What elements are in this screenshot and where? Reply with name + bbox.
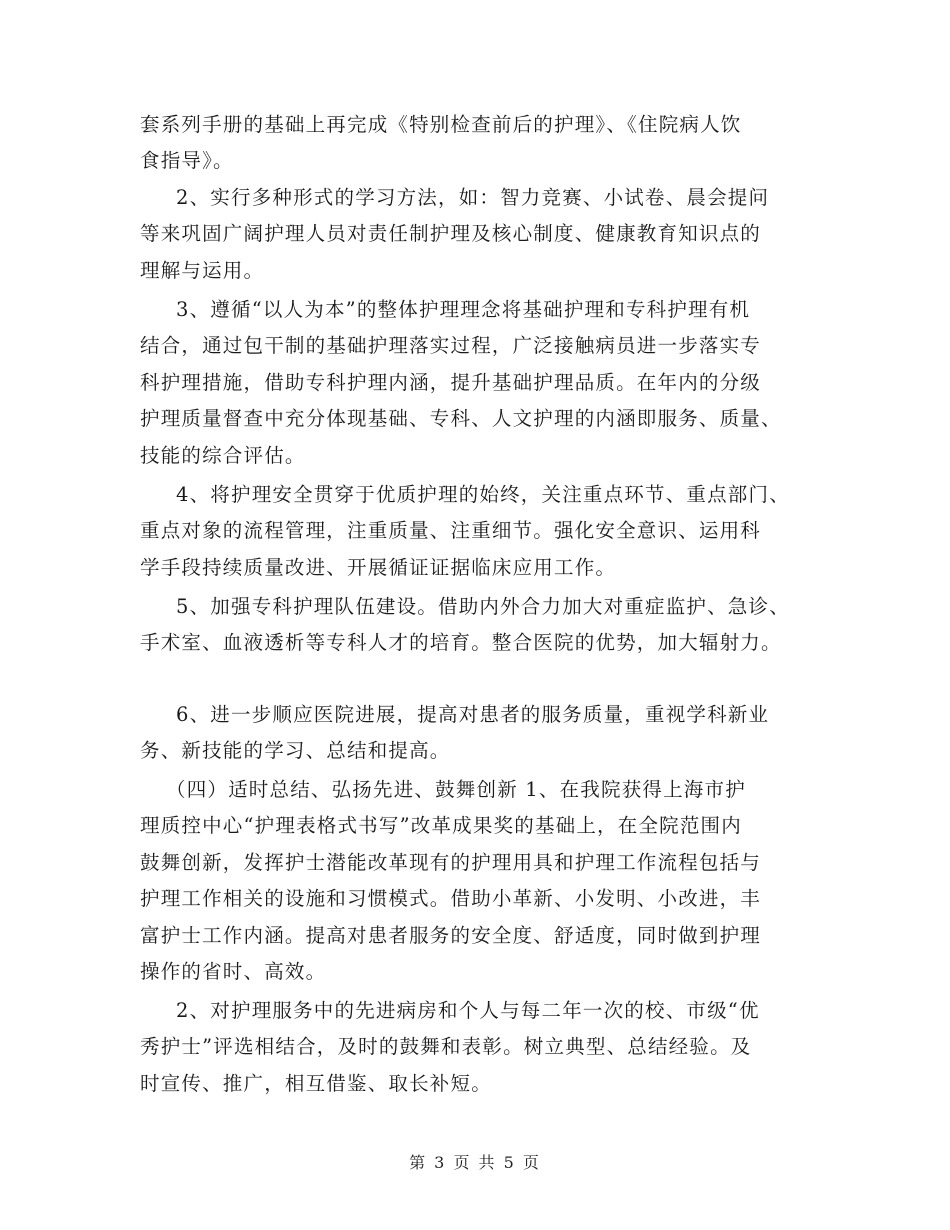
text-line: 理质控中心“护理表格式书写”改革成果奖的基础上，在全院范围内: [140, 814, 742, 837]
text-line: 操作的省时、高效。: [140, 960, 327, 983]
page-number-footer: 第 3 页 共 5 页: [409, 1153, 541, 1172]
paragraph-4-line: 4、将护理安全贯穿于优质护理的始终，关注重点环节、重点部门、: [176, 483, 790, 506]
text-line: 技能的综合评估。: [140, 444, 306, 467]
text-line: 时宣传、推广，相互借鉴、取长补短。: [140, 1072, 492, 1095]
paragraph-6-line: 6、进一步顺应医院进展，提高对患者的服务质量，重视学科新业: [176, 703, 770, 726]
text-line: 重点对象的流程管理，注重质量、注重细节。强化安全意识、运用科: [140, 519, 762, 542]
text-line: 理解与运用。: [140, 259, 265, 282]
text-line: 学手段持续质量改进、开展循证证据临床应用工作。: [140, 556, 617, 579]
text-line: 秀护士”评选相结合，及时的鼓舞和表彰。树立典型、总结经验。及: [140, 1035, 752, 1058]
text-line: 务、新技能的学习、总结和提高。: [140, 739, 451, 762]
text-line: 鼓舞创新，发挥护士潜能改革现有的护理用具和护理工作流程包括与: [140, 851, 762, 874]
text-line: 结合，通过包干制的基础护理落实过程，广泛接触病员进一步落实专: [140, 334, 762, 357]
paragraph-3-line: 3、遵循“以人为本”的整体护理理念将基础护理和专科护理有机: [176, 298, 751, 321]
text-line: 富护士工作内涵。提高对患者服务的安全度、舒适度，同时做到护理: [140, 924, 762, 947]
text-line: 食指导》。: [140, 149, 234, 172]
text-line: 科护理措施，借助专科护理内涵，提升基础护理品质。在年内的分级: [140, 371, 762, 394]
paragraph-2-line: 2、实行多种形式的学习方法，如：智力竞赛、小试卷、晨会提问: [176, 186, 770, 209]
paragraph-5-line: 5、加强专科护理队伍建设。借助内外合力加大对重症监护、急诊、: [176, 595, 790, 618]
text-line: 等来巩固广阔护理人员对责任制护理及核心制度、健康教育知识点的: [140, 222, 762, 245]
section-4-heading-line: （四）适时总结、弘扬先进、鼓舞创新 1、在我院获得上海市护: [166, 778, 746, 801]
text-line: 护理质量督查中充分体现基础、专科、人文护理的内涵即服务、质量、: [140, 407, 782, 430]
paragraph-2b-line: 2、对护理服务中的先进病房和个人与每二年一次的校、市级“优: [176, 999, 760, 1022]
text-line: 护理工作相关的设施和习惯模式。借助小革新、小发明、小改进，丰: [140, 887, 762, 910]
text-line: 手术室、血液透析等专科人才的培育。整合医院的优势，加大辐射力。: [140, 631, 782, 654]
text-line: 套系列手册的基础上再完成《特别检查前后的护理》、《住院病人饮: [140, 113, 742, 136]
